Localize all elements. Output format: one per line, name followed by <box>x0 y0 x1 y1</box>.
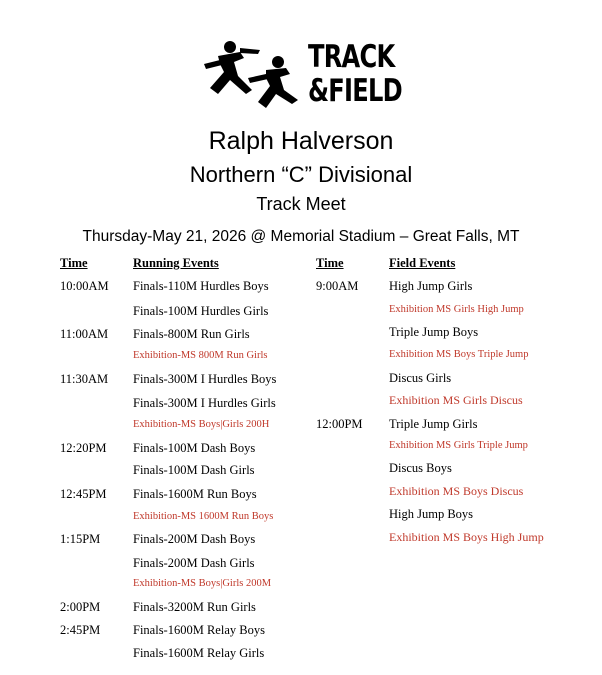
time-label: 9:00AM <box>316 279 359 293</box>
event-label: Finals-100M Dash Boys <box>133 441 256 455</box>
event-label: Finals-3200M Run Girls <box>133 600 256 614</box>
time-label: 12:45PM <box>60 487 107 501</box>
event-label: Discus Boys <box>389 461 452 475</box>
time-label: 12:00PM <box>316 417 363 431</box>
field-time-header: Time <box>316 256 344 270</box>
event-label: Finals-100M Dash Girls <box>133 463 255 477</box>
field-events-header: Field Events <box>389 256 456 270</box>
time-label: 11:30AM <box>60 372 109 386</box>
logo-line-1: TRACK <box>308 39 395 75</box>
logo-wordmark <box>308 40 402 108</box>
logo-line-2: &FIELD <box>308 73 402 109</box>
runners-icon <box>200 38 305 114</box>
time-label: 10:00AM <box>60 279 109 293</box>
exhibition-event: Exhibition MS Boys High Jump <box>389 530 544 544</box>
date-venue: Thursday-May 21, 2026 @ Memorial Stadium – Great Falls, MT <box>82 228 520 245</box>
exhibition-event: Exhibition MS Boys Triple Jump <box>389 349 529 360</box>
event-label: Discus Girls <box>389 371 452 385</box>
event-label: Finals-300M I Hurdles Girls <box>133 396 276 410</box>
event-label: Finals-300M I Hurdles Boys <box>133 372 277 386</box>
exhibition-event: Exhibition MS Girls Discus <box>389 393 523 407</box>
time-label: 2:00PM <box>60 600 101 614</box>
meet-name: Ralph Halverson <box>208 127 394 155</box>
event-label: Triple Jump Girls <box>389 417 478 431</box>
event-label: Finals-110M Hurdles Boys <box>133 279 269 293</box>
exhibition-event: Exhibition-MS 1600M Run Boys <box>133 511 274 522</box>
exhibition-event: Exhibition-MS Boys|Girls 200M <box>133 578 272 589</box>
event-label: High Jump Boys <box>389 507 474 521</box>
exhibition-event: Exhibition MS Boys Discus <box>389 484 524 498</box>
event-label: Triple Jump Boys <box>389 325 479 339</box>
exhibition-event: Exhibition-MS Boys|Girls 200H <box>133 419 270 430</box>
exhibition-event: Exhibition MS Girls High Jump <box>389 304 524 315</box>
event-label: Finals-200M Dash Boys <box>133 532 256 546</box>
event-label: Finals-800M Run Girls <box>133 327 250 341</box>
meet-title: Northern “C” Divisional <box>189 162 413 187</box>
running-events-header: Running Events <box>133 256 219 270</box>
exhibition-event: Exhibition-MS 800M Run Girls <box>133 350 268 361</box>
time-label: 1:15PM <box>60 532 101 546</box>
time-label: 12:20PM <box>60 441 107 455</box>
event-label: Finals-100M Hurdles Girls <box>133 304 269 318</box>
meet-subtitle: Track Meet <box>256 194 346 214</box>
track-field-logo <box>200 38 400 114</box>
event-label: High Jump Girls <box>389 279 473 293</box>
event-label: Finals-1600M Run Boys <box>133 487 257 501</box>
running-time-header: Time <box>60 256 88 270</box>
time-label: 11:00AM <box>60 327 109 341</box>
event-label: Finals-1600M Relay Boys <box>133 623 265 637</box>
time-label: 2:45PM <box>60 623 101 637</box>
event-label: Finals-200M Dash Girls <box>133 556 255 570</box>
event-label: Finals-1600M Relay Girls <box>133 646 265 660</box>
exhibition-event: Exhibition MS Girls Triple Jump <box>389 440 528 451</box>
